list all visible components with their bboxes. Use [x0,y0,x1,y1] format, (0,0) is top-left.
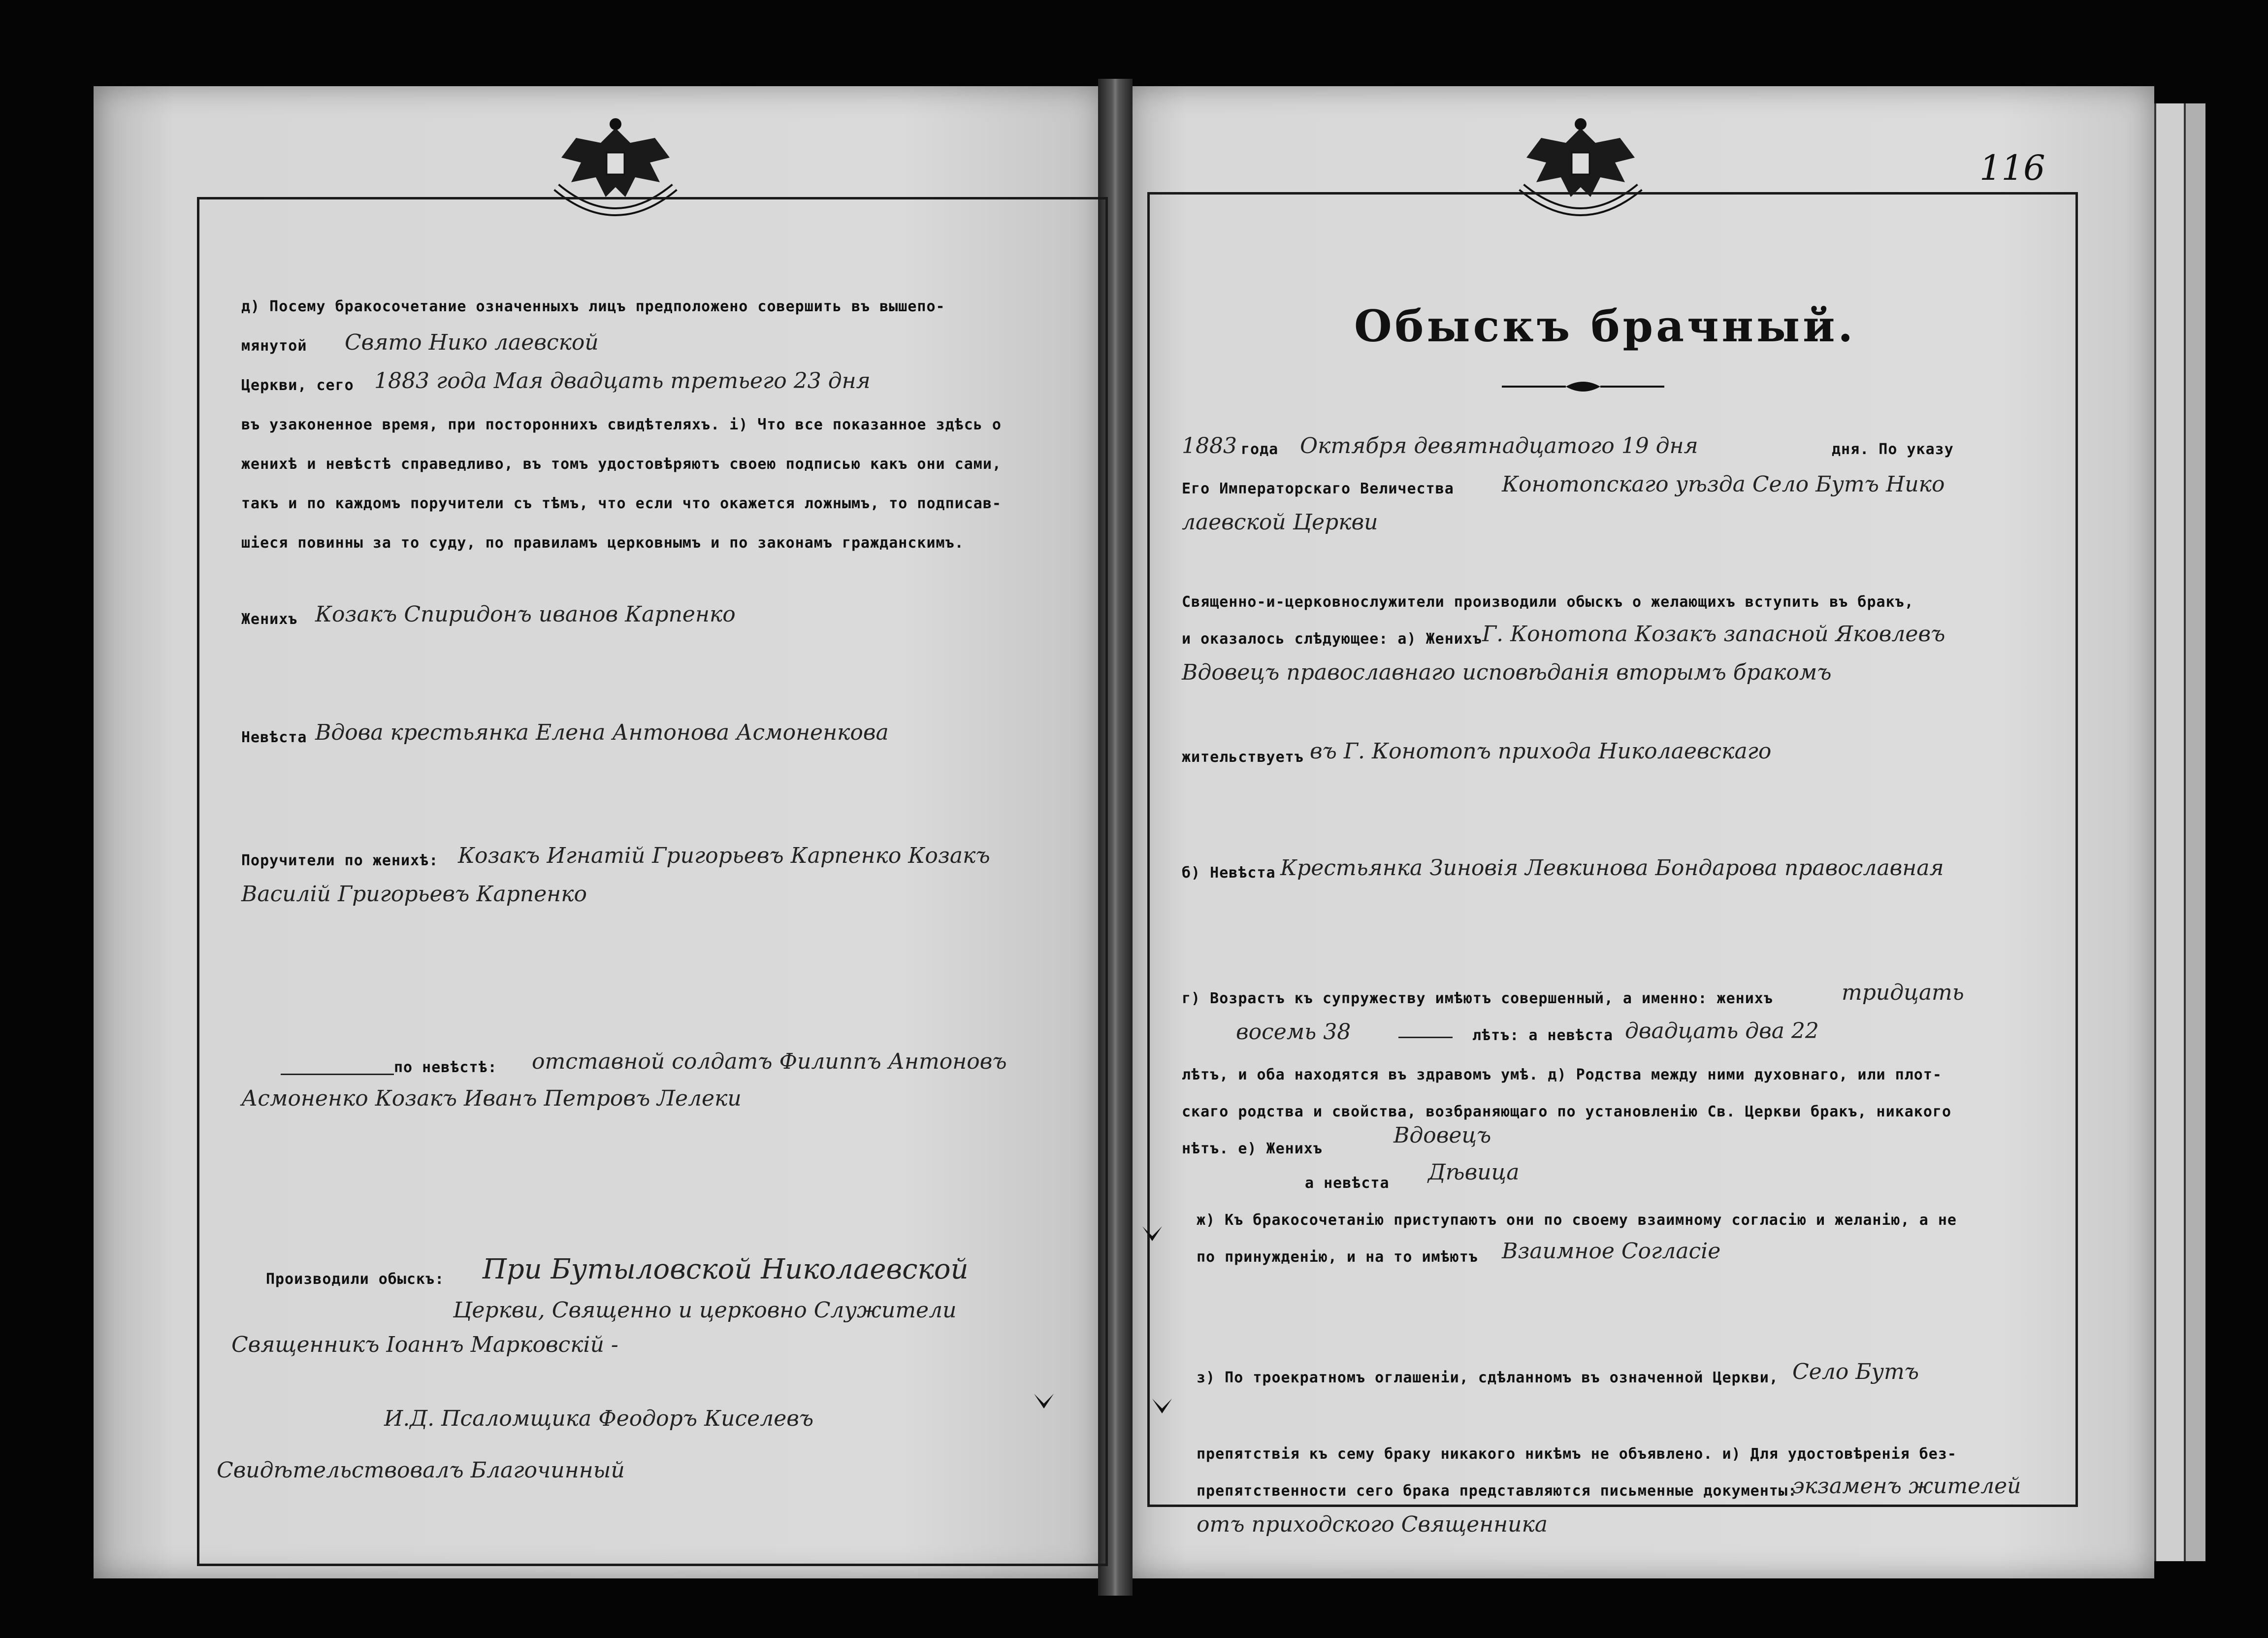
year-hw: 1883 [1182,433,1237,459]
kinship-clause-1: лѣтъ, и оба находятся въ здравомъ умѣ. д) Родства между ними духовнаго, или плот- [1182,1066,1942,1083]
signature-witness-hw: Свидѣтельствовалъ Благочинный [217,1458,625,1483]
blank-line [281,1074,394,1075]
guarantors-groom-label: Поручители по женихѣ: [241,852,439,869]
document-title: Обыскъ брачный. [1354,300,1856,352]
guarantors-groom-hw-1: Козакъ Игнатій Григорьевъ Карпенко Козакъ [458,843,990,868]
binding-thread-icon [1029,1389,1059,1418]
clause-date-label: Церкви, сего [241,377,354,394]
groom-hw: Козакъ Спиридонъ иванов Карпенко [315,602,736,627]
residence-label: жительствуетъ [1182,749,1304,766]
documents-hw-2: отъ приходского Священника [1197,1512,1548,1537]
year-label: года [1241,441,1279,458]
date-hw: 1883 года Мая двадцать третьего 23 дня [374,368,871,393]
decree-label: дня. По указу [1832,441,1954,458]
groom-hw: Г. Конотопа Козакъ запасной Яковлевъ [1482,622,1945,647]
obstacle-clause-1: препятствія къ сему браку никакого никѣмъ не объявлено. и) Для удостовѣренія без- [1197,1445,1957,1463]
binding-thread-icon [1137,1221,1167,1251]
consent-clause-2: по принужденію, и на то имѣютъ [1197,1248,1478,1266]
page-stack-edge [2154,103,2186,1561]
kinship-clause-3: нѣтъ. е) Женихъ [1182,1140,1323,1157]
bride-hw: Вдова крестьянка Елена Антонова Асмоненкова [315,720,889,745]
groom-label: Женихъ [241,611,298,628]
bride-marital-label: а невѣста [1305,1175,1390,1192]
parish-hw: Конотопскаго уѣзда Село Бутъ Нико [1502,472,1945,497]
residence-hw: въ Г. Конотопъ прихода Николаевскаго [1310,739,1772,764]
guarantors-bride-label: по невѣстѣ: [394,1059,497,1076]
blank-line [1398,1037,1453,1038]
obstacle-clause-2: препятственности сего брака представляются письменные документы: [1197,1482,1797,1500]
clause-sign-2: такъ и по каждомъ поручители съ тѣмъ, что если что окажется ложнымъ, то подписав- [241,495,1002,512]
groom-age-hw: тридцать [1842,980,1964,1005]
groom-clause: и оказалось слѣдующее: а) Женихъ [1182,630,1482,648]
consent-hw: Взаимное Согласіе [1502,1239,1721,1264]
majesty-label: Его Императорскаго Величества [1182,480,1454,497]
conducted-hw-3: Священникъ Іоаннъ Марковскій - [231,1332,618,1357]
bride-age-hw: двадцать два 22 [1625,1018,1819,1044]
bride-label: б) Невѣста [1182,864,1276,882]
documents-hw: экзаменъ жителей [1792,1474,2021,1499]
day-hw: Октября девятнадцатого 19 дня [1300,433,1698,459]
groom-status-hw: Вдовецъ православнаго исповѣданія вторымъ бракомъ [1182,660,1832,685]
guarantors-bride-hw-1: отставной солдатъ Филиппъ Антоновъ [532,1049,1007,1074]
page-number: 116 [1979,148,2045,188]
conducted-hw-1: При Бутыловской Николаевской [483,1253,969,1285]
conducted-hw-2: Церкви, Священно и церковно Служители [453,1298,957,1323]
clause-church-label: мянутой [241,337,307,355]
parish-hw-2: лаевской Церкви [1182,510,1378,535]
groom-marital-hw: Вдовецъ [1393,1123,1491,1148]
banns-hw: Село Бутъ [1792,1359,1919,1384]
clause-sign: женихѣ и невѣстѣ справедливо, въ томъ удостовѣряютъ своею подписью какъ они сами, [241,456,1002,473]
signature-psalmist-hw: И.Д. Псаломщика Феодоръ Киселевъ [384,1406,814,1431]
guarantors-bride-hw-2: Асмоненко Козакъ Иванъ Петровъ Лелеки [241,1086,742,1111]
bride-marital-hw: Дѣвица [1428,1160,1520,1185]
clause-sign-3: шiеся повинны за то суду, по правиламъ церковнымъ и по законамъ гражданскимъ. [241,534,964,552]
banns-clause: з) По троекратномъ оглашеніи, сдѣланномъ въ означенной Церкви, [1197,1369,1779,1386]
conducted-label: Производили обыскъ: [266,1271,445,1288]
age-clause: г) Возрастъ къ супружеству имѣютъ совершенный, а именно: женихъ [1182,990,1773,1007]
guarantors-groom-hw-2: Василій Григорьевъ Карпенко [241,882,587,907]
title-ornament-icon [1502,379,1664,394]
page-stack-edge-outer [2184,103,2205,1561]
bride-label: Невѣста [241,729,307,746]
kinship-clause-2: скаго родства и свойства, возбраняющаго по установленію Св. Церкви бракъ, никакого [1182,1103,1952,1120]
consent-clause-1: ж) Къ бракосочетанію приступаютъ они по своему взаимному согласію и желанію, а не [1197,1212,1957,1229]
binding-thread-icon [1147,1394,1177,1423]
clergy-clause: Священно-и-церковнослужители производили обыскъ о желающихъ вступить въ бракъ, [1182,593,1914,611]
groom-age-hw-2: восемь 38 [1236,1019,1351,1045]
church-name-hw: Свято Нико лаевской [345,330,599,355]
bride-hw: Крестьянка Зиновія Левкинова Бондарова православная [1280,855,1944,881]
clause-d: д) Посему бракосочетание означенныхъ лицъ предположено совершить въ вышепо- [241,298,945,315]
clause-i: въ узаконенное время, при постороннихъ свидѣтеляхъ. і) Что все показанное здѣсь о [241,416,1002,433]
bride-age-label: лѣтъ: а невѣста [1472,1027,1613,1044]
